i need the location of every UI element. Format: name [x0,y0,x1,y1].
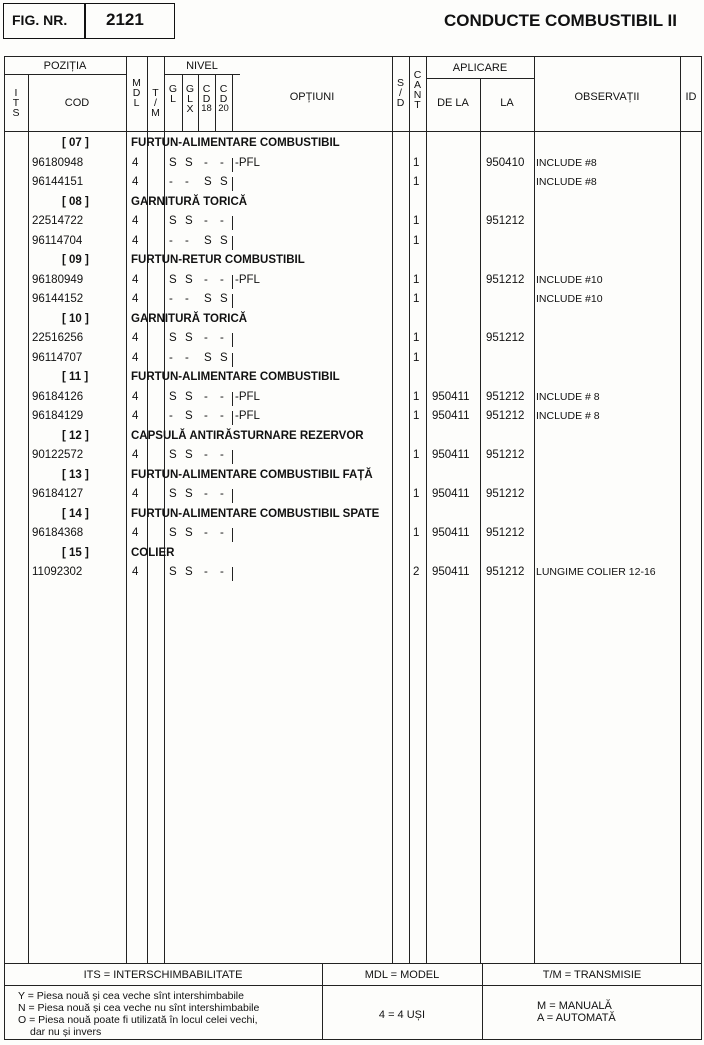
legend-mdl-title: MDL = MODEL [364,969,440,981]
part-level-cd18: - [204,488,208,500]
part-level-cd20: - [220,273,224,286]
part-code: 22516256 [32,332,84,344]
group-position: [ 14 ] [62,507,89,520]
part-level-gl: - [169,234,173,247]
part-level-glx: S [185,390,193,403]
row-separator [164,158,165,172]
row-separator [232,236,233,250]
part-code: 90122572 [32,449,84,461]
row-separator [232,528,233,542]
row-separator [164,216,165,230]
header-pozitia: POZIȚIA [43,60,87,72]
part-level-gl: S [169,527,177,539]
part-code: 11092302 [32,566,83,578]
part-observation: INCLUDE #10 [536,273,603,286]
table-frame [4,56,702,1040]
row-separator [232,411,233,425]
row-separator [232,294,233,308]
part-code: 96184126 [32,390,84,403]
part-quantity: 1 [413,215,420,227]
row-separator [164,275,165,289]
part-level-gl: S [169,390,177,403]
table-row [4,526,702,546]
row-separator [232,353,233,367]
part-level-cd20: S [220,176,228,188]
fig-number-divider [84,3,86,39]
part-quantity: 1 [413,293,420,305]
part-from: 950411 [432,449,470,461]
row-separator [164,333,165,347]
legend-tm-line: A = AUTOMATĂ [537,1012,616,1024]
part-to: 951212 [486,273,525,286]
group-name: FURTUN-ALIMENTARE COMBUSTIBIL SPATE [131,507,380,520]
header-la: LA [500,97,514,109]
part-observation: INCLUDE # 8 [536,410,600,422]
row-separator [232,216,233,230]
part-code: 96180949 [32,273,84,286]
part-mdl: 4 [132,449,139,461]
part-level-gl: S [169,332,177,344]
part-quantity: 1 [413,488,420,500]
part-level-glx: - [185,293,189,305]
part-mdl: 4 [132,332,139,344]
row-separator [164,489,165,503]
row-separator [232,275,233,289]
header-de-la: DE LA [437,97,469,109]
part-quantity: 1 [413,234,420,247]
header-its: I T S [12,87,20,119]
group-position: [ 11 ] [62,371,89,383]
part-from: 950411 [432,566,470,578]
part-option: -PFL [235,410,260,422]
row-separator [164,450,165,464]
table-row [4,331,702,351]
header-cd20: C D 20 [218,83,229,114]
table-row [4,175,702,195]
table-row [4,156,702,176]
part-level-cd20: - [220,488,224,500]
header-gl: G L [168,83,178,105]
group-name: GARNITURĂ TORICĂ [131,312,248,325]
part-level-gl: S [169,449,177,461]
header-sd: S / D [396,77,405,109]
header-cod: COD [64,97,90,109]
table-row [4,351,702,371]
legend-title-line [4,985,702,986]
part-level-glx: - [185,176,189,188]
part-level-cd18: S [204,351,212,364]
part-level-glx: S [185,449,193,461]
part-code: 96114707 [32,351,83,364]
group-name: FURTUN-ALIMENTARE COMBUSTIBIL [131,137,340,149]
part-quantity: 2 [413,566,420,578]
header-cant: C A N T [413,69,422,111]
legend-its-line: O = Piesa nouă poate fi utilizată în locul celei vechi, [18,1014,258,1026]
table-row [4,448,702,468]
group-position: [ 09 ] [62,254,89,266]
part-level-gl: S [169,273,177,286]
part-level-cd18: - [204,410,208,422]
part-quantity: 1 [413,410,420,422]
part-level-cd18: - [204,390,208,403]
part-level-cd18: - [204,215,208,227]
row-separator [164,353,165,367]
group-position: [ 10 ] [62,312,89,325]
part-level-gl: - [169,293,173,305]
header-bottom-line [4,131,702,132]
part-level-cd20: - [220,449,224,461]
part-level-cd20: - [220,566,224,578]
row-separator [164,236,165,250]
part-level-cd18: - [204,332,208,344]
group-name: FURTUN-ALIMENTARE COMBUSTIBIL [131,371,340,383]
part-level-glx: S [185,410,193,422]
row-separator [164,177,165,191]
part-level-cd20: - [220,215,224,227]
legend-mdl-value: 4 = 4 UȘI [378,1009,426,1021]
group-name: COLIER [131,546,175,559]
part-observation: INCLUDE #10 [536,293,603,305]
part-code: 96180948 [32,156,84,169]
pozitia-underline [4,74,126,75]
header-mdl: M D L [132,77,141,109]
part-mdl: 4 [132,410,139,422]
part-mdl: 4 [132,293,139,305]
page-title: CONDUCTE COMBUSTIBIL II [444,11,677,30]
nivel-underline [164,74,240,75]
group-position: [ 08 ] [62,195,89,208]
part-from: 950411 [432,488,470,500]
part-level-cd20: S [220,293,228,305]
part-mdl: 4 [132,390,139,403]
part-level-glx: S [185,527,193,539]
row-separator [232,489,233,503]
part-option: -PFL [235,390,260,403]
part-mdl: 4 [132,234,139,247]
part-level-gl: S [169,488,177,500]
part-quantity: 1 [413,176,420,188]
part-quantity: 1 [413,332,420,344]
fig-label: FIG. NR. [12,12,68,28]
header-cd18: C D 18 [201,83,212,114]
part-quantity: 1 [413,351,420,364]
part-level-cd20: - [220,527,224,539]
part-quantity: 1 [413,156,420,169]
legend-top-line [4,963,702,964]
part-code: 96114704 [32,234,83,247]
part-mdl: 4 [132,566,139,578]
group-position: [ 15 ] [62,546,89,559]
legend-tm-line: M = MANUALĂ [537,1000,612,1012]
part-to: 951212 [486,215,525,227]
header-observatii: OBSERVAȚII [574,91,640,103]
part-to: 951212 [486,566,525,578]
part-from: 950411 [432,390,470,403]
part-quantity: 1 [413,273,420,286]
part-level-cd20: - [220,410,224,422]
part-to: 951212 [486,410,525,422]
table-row [4,234,702,254]
part-level-cd20: S [220,234,228,247]
row-separator [232,333,233,347]
part-level-gl: - [169,351,173,364]
part-mdl: 4 [132,215,139,227]
col-line-dela [480,78,481,963]
part-level-glx: S [185,273,193,286]
part-from: 950411 [432,410,470,422]
part-to: 951212 [486,332,525,344]
table-row [4,487,702,507]
part-mdl: 4 [132,273,139,286]
group-name: GARNITURĂ TORICĂ [131,195,248,208]
part-level-cd18: S [204,293,212,305]
header-aplicare: APLICARE [452,62,508,74]
part-code: 22514722 [32,215,84,227]
part-mdl: 4 [132,176,139,188]
part-level-cd20: - [220,156,224,169]
header-tm: T / M [151,87,160,119]
part-observation: LUNGIME COLIER 12-16 [536,566,656,578]
part-level-cd20: - [220,332,224,344]
part-code: 96184129 [32,410,84,422]
group-position: [ 07 ] [62,137,89,149]
group-name: FURTUN-RETUR COMBUSTIBIL [131,254,305,266]
part-level-cd20: S [220,351,228,364]
row-separator [164,411,165,425]
part-to: 951212 [486,390,525,403]
part-observation: INCLUDE # 8 [536,390,600,403]
legend-tm-title: T/M = TRANSMISIE [542,969,642,981]
row-separator [232,450,233,464]
part-level-cd18: - [204,527,208,539]
part-code: 96144152 [32,293,84,305]
row-separator [232,158,233,172]
group-name: FURTUN-ALIMENTARE COMBUSTIBIL FAȚĂ [131,468,373,481]
part-from: 950411 [432,527,470,539]
part-level-gl: S [169,215,177,227]
row-separator [164,528,165,542]
part-code: 96184127 [32,488,84,500]
row-separator [164,392,165,406]
part-level-gl: - [169,176,173,188]
row-separator [232,392,233,406]
part-to: 950410 [486,156,525,169]
part-level-cd18: S [204,234,212,247]
part-observation: INCLUDE #8 [536,176,597,188]
legend-its-line: Y = Piesa nouă și cea veche sînt intershimbabile [18,990,244,1002]
part-quantity: 1 [413,390,420,403]
part-to: 951212 [486,449,525,461]
part-level-gl: - [169,410,173,422]
part-to: 951212 [486,488,525,500]
part-level-cd18: - [204,449,208,461]
part-level-glx: - [185,234,189,247]
part-level-cd18: - [204,566,208,578]
group-position: [ 12 ] [62,429,89,442]
part-level-glx: S [185,488,193,500]
part-mdl: 4 [132,488,139,500]
part-level-cd20: - [220,390,224,403]
part-level-cd18: S [204,176,212,188]
fig-number: 2121 [106,10,144,29]
header-optiuni: OPȚIUNI [289,91,335,103]
part-level-gl: S [169,156,177,169]
part-quantity: 1 [413,449,420,461]
part-quantity: 1 [413,527,420,539]
legend-its-line: dar nu și invers [30,1026,102,1038]
part-mdl: 4 [132,351,139,364]
part-code: 96144151 [32,176,84,188]
part-level-gl: S [169,566,177,578]
part-mdl: 4 [132,156,139,169]
part-option: -PFL [235,156,260,169]
header-glx: G L X [185,83,195,115]
row-separator [232,177,233,191]
legend-its-line: N = Piesa nouă și cea veche nu sînt intershimbabile [18,1002,260,1014]
header-nivel: NIVEL [186,60,218,72]
header-id: ID [685,91,697,103]
part-level-cd18: - [204,156,208,169]
part-to: 951212 [486,527,525,539]
part-level-glx: S [185,215,193,227]
table-row [4,214,702,234]
row-separator [164,567,165,581]
part-mdl: 4 [132,527,139,539]
legend-its-title: ITS = INTERSCHIMBABILITATE [83,969,243,981]
part-code: 96184368 [32,527,84,539]
part-level-glx: - [185,351,189,364]
part-level-glx: S [185,332,193,344]
row-separator [164,294,165,308]
part-observation: INCLUDE #8 [536,156,597,169]
row-separator [232,567,233,581]
part-option: -PFL [235,273,260,286]
group-name: CAPSULĂ ANTIRĂSTURNARE REZERVOR [131,429,364,442]
part-level-cd18: - [204,273,208,286]
group-position: [ 13 ] [62,468,89,481]
col-line-its [28,74,29,963]
part-level-glx: S [185,566,193,578]
part-level-glx: S [185,156,193,169]
